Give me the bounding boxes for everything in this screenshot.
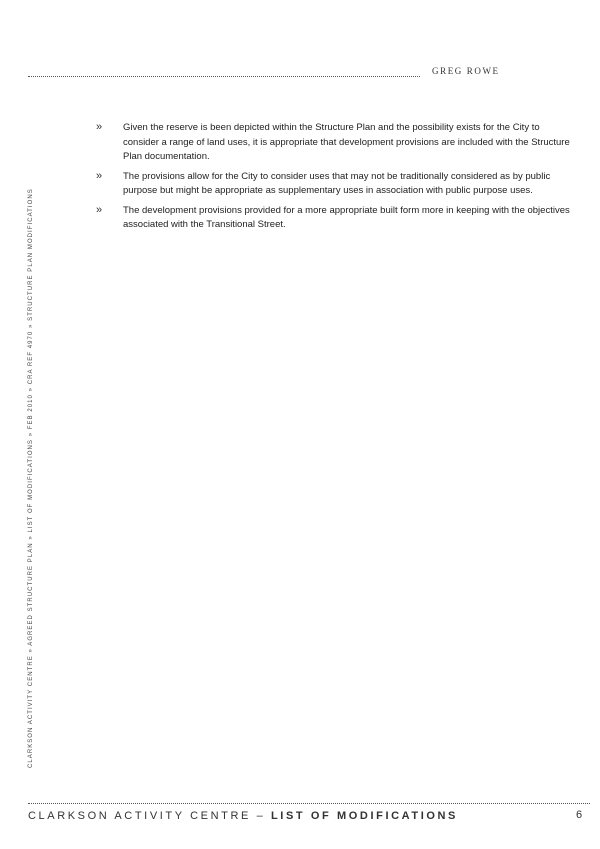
footer-title-separator: – [250, 810, 271, 822]
list-item [96, 203, 576, 233]
footer-title-main: CLARKSON ACTIVITY CENTRE [28, 810, 251, 822]
footer-title-strong: LIST OF MODIFICATIONS [270, 810, 458, 822]
bullet-marker-icon: » [96, 203, 103, 216]
page-number: 6 [576, 809, 583, 821]
bullet-list [96, 120, 576, 237]
header-dotted-rule [28, 76, 420, 77]
list-item [96, 120, 576, 165]
bullet-text: The provisions allow for the City to consider uses that may not be traditionally considered as by public purpose but might be appropriate as supplementary uses in association with public purpose uses. [123, 170, 551, 196]
footer-dotted-rule [28, 803, 590, 804]
bullet-text: The development provisions provided for a more appropriate built form more in keeping with the objectives associated with the Transitional Street. [123, 204, 570, 230]
brand-name: GREG ROWE [432, 66, 500, 76]
bullet-text: Given the reserve is been depicted within the Structure Plan and the possibility exists for the City to consider a range of land uses, it is appropriate that development provisions are included with the Structure Plan documentation. [123, 122, 570, 162]
side-running-text: CLARKSON ACTIVITY CENTRE » AGREED STRUCTURE PLAN » LIST OF MODIFICATIONS » FEB 2010 » CRA REF 4970 » STRUCTURE PLAN MODIFICATIONS [28, 188, 34, 768]
bullet-marker-icon: » [96, 169, 103, 182]
footer-title [28, 810, 458, 822]
bullet-marker-icon: » [96, 121, 103, 133]
list-item [96, 169, 576, 199]
